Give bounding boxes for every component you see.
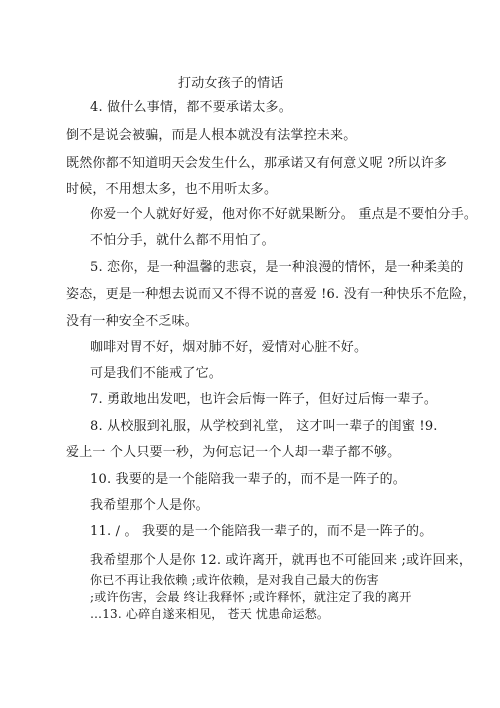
document-title: 打动女孩子的情话: [178, 76, 284, 91]
text-line: 8. 从校服到礼服，从学校到礼堂， 这才叫一辈子的闺蜜 !9.: [90, 419, 438, 434]
text-line: …13. 心碎自遂来相见， 苍天 忧患命运愁。: [90, 607, 330, 621]
text-line: 既然你都不知道明天会发生什么，那承诺又有何意义呢 ?所以许多: [66, 156, 448, 171]
text-line: 姿态，更是一种想去说而又不得不说的喜爱 !6. 没有一种快乐不危险，: [66, 287, 476, 302]
text-line: 10. 我要的是一个能陪我一辈子的，而不是一阵子的。: [90, 472, 407, 487]
text-line: 我希望那个人是你。: [90, 498, 209, 513]
text-line: 你已不再让我依赖 ;或许依赖，是对我自己最大的伤害: [90, 573, 379, 587]
text-line: 5. 恋你，是一种温馨的悲哀，是一种浪漫的情怀，是一种柔美的: [90, 260, 464, 275]
text-line: 倒不是说会被骗，而是人根本就没有法掌控未来。: [66, 128, 357, 143]
text-line: 时候，不用想太多，也不用听太多。: [66, 182, 278, 197]
text-line: 11. / 。 我要的是一个能陪我一辈子的，而不是一阵子的。: [90, 524, 433, 539]
text-line: 我希望那个人是你 12. 或许离开，就再也不可能回来 ;或许回来，: [90, 553, 473, 568]
text-line: 你爱一个人就好好爱，他对你不好就果断分。 重点是不要怕分手。: [90, 207, 478, 222]
text-line: 4. 做什么事情，都不要承诺太多。: [90, 100, 292, 115]
text-line: 不怕分手，就什么都不用怕了。: [90, 233, 275, 248]
text-line: 没有一种安全不乏味。: [66, 314, 199, 329]
text-line: 7. 勇敢地出发吧，也许会后悔一阵子，但好过后悔一辈子。: [90, 392, 438, 407]
text-line: 咖啡对胃不好，烟对肺不好，爱情对心脏不好。: [90, 340, 368, 355]
text-line: 爱上一 个人只要一秒，为何忘记一个人却一辈子都不够。: [66, 445, 401, 460]
text-line: ;或许伤害，会最 终让我释怀 ;或许释怀，就注定了我的离开: [90, 590, 412, 604]
text-line: 可是我们不能戒了它。: [90, 366, 223, 381]
